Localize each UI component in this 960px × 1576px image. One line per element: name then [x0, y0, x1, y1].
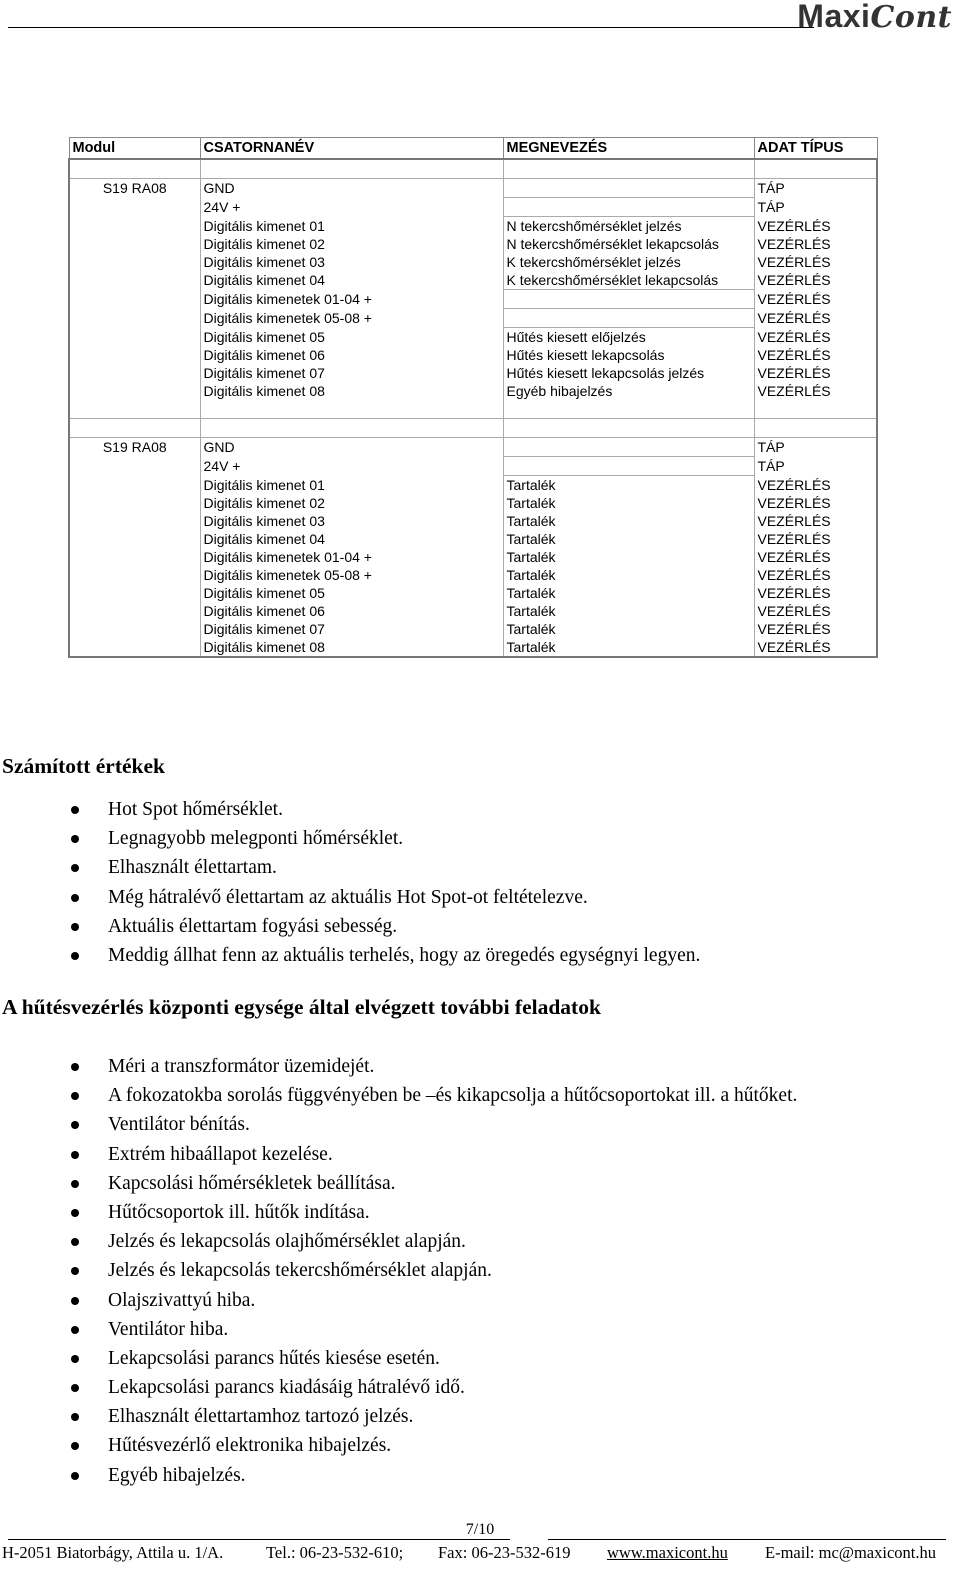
cell-module [69, 328, 200, 347]
computed-value-item: Legnagyobb melegponti hőmérséklet. [0, 824, 700, 853]
cell-description: N tekercshőmérséklet jelzés [503, 217, 754, 236]
cell-data-type: VEZÉRLÉS [754, 271, 877, 290]
table-spacer-cell [200, 419, 503, 438]
col-header-adat-tipus: ADAT TÍPUS [754, 138, 877, 160]
computed-value-item: Hot Spot hőmérséklet. [0, 795, 700, 824]
table-row [69, 179, 877, 198]
task-item: A fokozatokba sorolás függvényében be –és kikapcsolja a hűtőcsoportokat ill. a hűtőket. [0, 1081, 797, 1110]
table-row [69, 494, 877, 512]
cell-description: Tartalék [503, 512, 754, 530]
computed-value-item: Elhasznált élettartam. [0, 853, 700, 882]
cell-data-type: VEZÉRLÉS [754, 346, 877, 364]
cell-description: Tartalék [503, 476, 754, 495]
cell-module [69, 364, 200, 382]
table-row [69, 217, 877, 236]
cell-module [69, 253, 200, 271]
table-row [69, 328, 877, 347]
channel-table-body [69, 138, 877, 658]
table-spacer-cell [503, 419, 754, 438]
cell-description: Hűtés kiesett előjelzés [503, 328, 754, 347]
cell-data-type: VEZÉRLÉS [754, 494, 877, 512]
cell-module [69, 602, 200, 620]
cell-module [69, 494, 200, 512]
cell-data-type: TÁP [754, 457, 877, 476]
task-item: Hűtőcsoportok ill. hűtők indítása. [0, 1198, 797, 1227]
task-item: Jelzés és lekapcsolás olajhőmérséklet alapján. [0, 1227, 797, 1256]
cell-channel-name: Digitális kimenet 05 [200, 584, 503, 602]
cell-module: S19 RA08 [69, 179, 200, 198]
cell-channel-name: GND [200, 438, 503, 457]
task-item: Méri a transzformátor üzemidejét. [0, 1052, 797, 1081]
cell-description: Tartalék [503, 602, 754, 620]
table-row [69, 548, 877, 566]
table-row [69, 309, 877, 328]
page-number-wrap [0, 1521, 960, 1539]
cell-channel-name: Digitális kimenet 03 [200, 512, 503, 530]
cell-description: Tartalék [503, 566, 754, 584]
cell-description [503, 457, 754, 476]
cell-module [69, 309, 200, 328]
table-row [69, 584, 877, 602]
table-spacer-cell [69, 159, 200, 179]
cell-module [69, 457, 200, 476]
cell-channel-name: Digitális kimenetek 01-04 + [200, 290, 503, 309]
cell-channel-name: Digitális kimenetek 01-04 + [200, 548, 503, 566]
cell-description: K tekercshőmérséklet jelzés [503, 253, 754, 271]
cell-data-type: VEZÉRLÉS [754, 548, 877, 566]
task-item: Jelzés és lekapcsolás tekercshőmérséklet alapján. [0, 1256, 797, 1285]
cell-description [503, 290, 754, 309]
table-row [69, 198, 877, 217]
cell-description: Tartalék [503, 584, 754, 602]
cell-channel-name: Digitális kimenet 07 [200, 620, 503, 638]
cell-data-type: VEZÉRLÉS [754, 328, 877, 347]
task-item: Extrém hibaállapot kezelése. [0, 1140, 797, 1169]
cell-channel-name: GND [200, 179, 503, 198]
table-row [69, 382, 877, 400]
footer-email: E-mail: mc@maxicont.hu [765, 1543, 936, 1562]
cell-channel-name: Digitális kimenet 02 [200, 235, 503, 253]
table-row [69, 235, 877, 253]
cell-module: S19 RA08 [69, 438, 200, 457]
table-row [69, 290, 877, 309]
table-row [69, 602, 877, 620]
table-row [69, 620, 877, 638]
cell-description: Tartalék [503, 530, 754, 548]
computed-values-list [0, 795, 700, 970]
cell-description: Hűtés kiesett lekapcsolás [503, 346, 754, 364]
cell-channel-name: Digitális kimenet 02 [200, 494, 503, 512]
cell-data-type: VEZÉRLÉS [754, 364, 877, 382]
table-spacer-cell [754, 400, 877, 419]
task-item: Lekapcsolási parancs hűtés kiesése esetén. [0, 1344, 797, 1373]
cell-module [69, 382, 200, 400]
cell-data-type: TÁP [754, 438, 877, 457]
channel-table [68, 137, 878, 658]
table-row [69, 346, 877, 364]
cell-channel-name: Digitális kimenet 07 [200, 364, 503, 382]
footer-rule-left [8, 1539, 510, 1540]
table-row [69, 638, 877, 657]
cell-data-type: VEZÉRLÉS [754, 217, 877, 236]
header-rule [8, 27, 814, 28]
computed-value-item: Meddig állhat fenn az aktuális terhelés, hogy az öregedés egységnyi legyen. [0, 941, 700, 970]
cell-data-type: VEZÉRLÉS [754, 566, 877, 584]
col-header-megnevezes: MEGNEVEZÉS [503, 138, 754, 160]
tasks-list [0, 1052, 797, 1490]
cell-module [69, 512, 200, 530]
task-item: Elhasznált élettartamhoz tartozó jelzés. [0, 1402, 797, 1431]
task-item: Egyéb hibajelzés. [0, 1461, 797, 1490]
cell-channel-name: 24V + [200, 198, 503, 217]
cell-data-type: VEZÉRLÉS [754, 602, 877, 620]
cell-module [69, 584, 200, 602]
computed-value-item: Aktuális élettartam fogyási sebesség. [0, 912, 700, 941]
cell-data-type: VEZÉRLÉS [754, 584, 877, 602]
cell-description [503, 179, 754, 198]
footer-fax: Fax: 06-23-532-619 [438, 1543, 571, 1562]
table-row [69, 512, 877, 530]
cell-data-type: VEZÉRLÉS [754, 620, 877, 638]
cell-channel-name: Digitális kimenetek 05-08 + [200, 309, 503, 328]
cell-module [69, 620, 200, 638]
cell-description: Tartalék [503, 638, 754, 657]
cell-module [69, 530, 200, 548]
cell-channel-name: Digitális kimenet 06 [200, 602, 503, 620]
task-item: Hűtésvezérlő elektronika hibajelzés. [0, 1431, 797, 1460]
cell-module [69, 235, 200, 253]
cell-description: Tartalék [503, 548, 754, 566]
cell-module [69, 217, 200, 236]
table-header-row [69, 138, 877, 160]
cell-description [503, 438, 754, 457]
task-item: Lekapcsolási parancs kiadásáig hátralévő idő. [0, 1373, 797, 1402]
table-spacer-cell [69, 400, 200, 419]
computed-value-item: Még hátralévő élettartam az aktuális Hot Spot-ot feltételezve. [0, 883, 700, 912]
table-spacer-cell [200, 159, 503, 179]
cell-data-type: VEZÉRLÉS [754, 382, 877, 400]
table-spacer-cell [69, 419, 200, 438]
cell-description: Tartalék [503, 494, 754, 512]
cell-module [69, 548, 200, 566]
cell-module [69, 638, 200, 657]
table-row [69, 566, 877, 584]
task-item: Olajszivattyú hiba. [0, 1286, 797, 1315]
cell-channel-name: Digitális kimenet 06 [200, 346, 503, 364]
table-row [69, 476, 877, 495]
table-spacer-cell [754, 159, 877, 179]
footer-tel: Tel.: 06-23-532-610; [266, 1543, 404, 1562]
cell-channel-name: Digitális kimenet 04 [200, 271, 503, 290]
col-header-modul: Modul [69, 138, 200, 160]
cell-data-type: VEZÉRLÉS [754, 638, 877, 657]
cell-data-type: VEZÉRLÉS [754, 253, 877, 271]
cell-description: N tekercshőmérséklet lekapcsolás [503, 235, 754, 253]
table-spacer-cell [503, 159, 754, 179]
computed-values-title: Számított értékek [2, 754, 165, 778]
task-item: Ventilátor bénítás. [0, 1110, 797, 1139]
cell-module [69, 566, 200, 584]
footer-rule-right [548, 1539, 946, 1540]
cell-module [69, 346, 200, 364]
table-row [69, 530, 877, 548]
cell-data-type: VEZÉRLÉS [754, 235, 877, 253]
cell-description: K tekercshőmérséklet lekapcsolás [503, 271, 754, 290]
cell-channel-name: Digitális kimenet 08 [200, 638, 503, 657]
footer-address: H-2051 Biatorbágy, Attila u. 1/A. [2, 1543, 224, 1562]
task-item: Ventilátor hiba. [0, 1315, 797, 1344]
table-spacer-row [69, 400, 877, 419]
table-row [69, 438, 877, 457]
cell-module [69, 290, 200, 309]
footer-website-link[interactable]: www.maxicont.hu [607, 1543, 728, 1562]
cell-description: Hűtés kiesett lekapcsolás jelzés [503, 364, 754, 382]
table-row [69, 457, 877, 476]
cell-description: Egyéb hibajelzés [503, 382, 754, 400]
table-spacer-cell [503, 400, 754, 419]
table-spacer-row [69, 419, 877, 438]
cell-data-type: VEZÉRLÉS [754, 530, 877, 548]
cell-channel-name: Digitális kimenetek 05-08 + [200, 566, 503, 584]
table-spacer-cell [200, 400, 503, 419]
cell-channel-name: 24V + [200, 457, 503, 476]
task-item: Kapcsolási hőmérsékletek beállítása. [0, 1169, 797, 1198]
page-number: 7/10 [465, 1521, 495, 1538]
cell-channel-name: Digitális kimenet 05 [200, 328, 503, 347]
cell-description [503, 309, 754, 328]
cell-data-type: VEZÉRLÉS [754, 512, 877, 530]
cell-data-type: VEZÉRLÉS [754, 290, 877, 309]
table-row [69, 253, 877, 271]
col-header-csatornanev: CSATORNANÉV [200, 138, 503, 160]
table-spacer-cell [754, 419, 877, 438]
cell-data-type: TÁP [754, 179, 877, 198]
cell-channel-name: Digitális kimenet 03 [200, 253, 503, 271]
cell-data-type: TÁP [754, 198, 877, 217]
cell-channel-name: Digitális kimenet 01 [200, 217, 503, 236]
cell-data-type: VEZÉRLÉS [754, 476, 877, 495]
brand-logo: MaxiCont [797, 0, 952, 35]
table-spacer-row [69, 159, 877, 179]
cell-description [503, 198, 754, 217]
cell-description: Tartalék [503, 620, 754, 638]
table-row [69, 364, 877, 382]
cell-channel-name: Digitális kimenet 01 [200, 476, 503, 495]
cell-module [69, 271, 200, 290]
cell-data-type: VEZÉRLÉS [754, 309, 877, 328]
cell-module [69, 476, 200, 495]
cell-channel-name: Digitális kimenet 08 [200, 382, 503, 400]
tasks-title: A hűtésvezérlés központi egysége által elvégzett további feladatok [2, 995, 601, 1019]
cell-module [69, 198, 200, 217]
cell-channel-name: Digitális kimenet 04 [200, 530, 503, 548]
table-row [69, 271, 877, 290]
